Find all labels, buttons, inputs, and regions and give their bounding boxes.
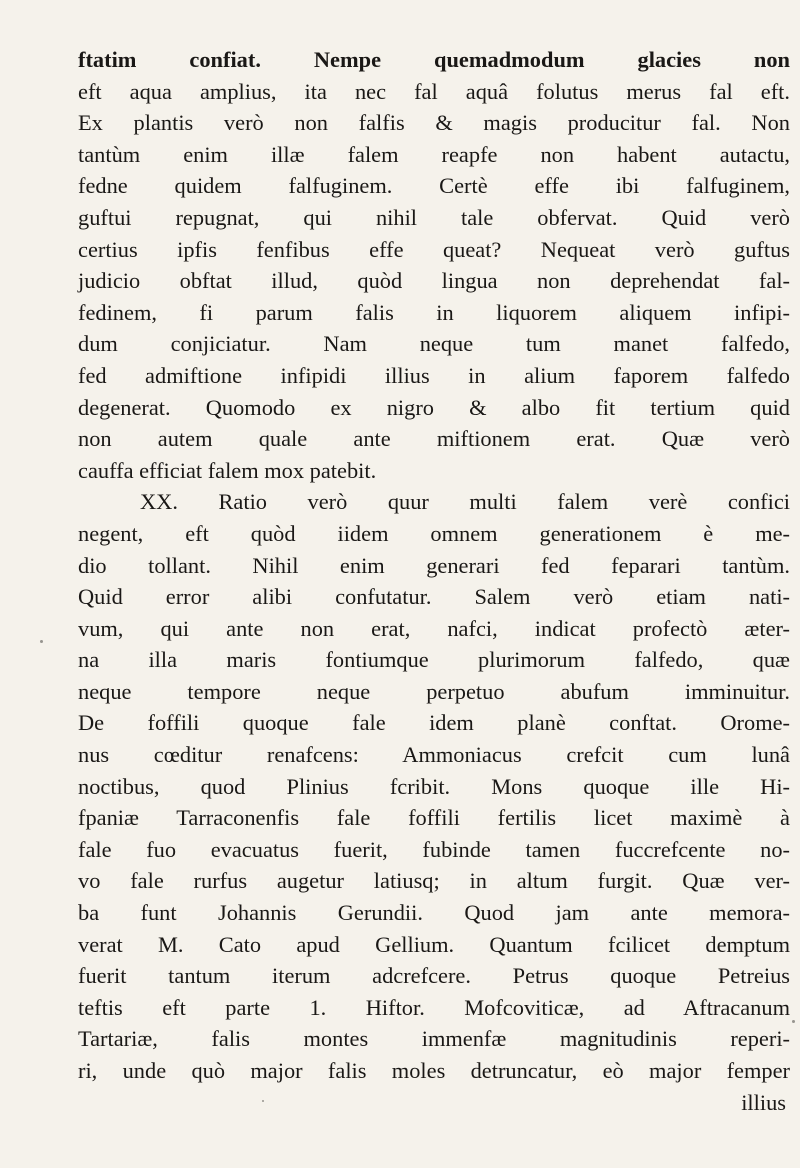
text-line-10: dum conjiciatur. Nam neque tum manet falfedo, <box>78 331 790 357</box>
text-line-24: noctibus, quod Plinius fcribit. Mons quoque ille Hi- <box>78 773 790 799</box>
text-line-27: vo fale rurfus augetur latiusq; in altum furgit. Quæ ver- <box>78 868 790 894</box>
text-line-29: verat M. Cato apud Gellium. Quantum fcilicet demptum <box>78 931 790 957</box>
text-line-8: judicio obftat illud, quòd lingua non deprehendat fal- <box>78 268 790 294</box>
text-line-16: negent, eft quòd iidem omnem generationem è me- <box>78 520 790 546</box>
text-line-19: vum, qui ante non erat, nafci, indicat profectò æter- <box>78 615 790 641</box>
paper-speck <box>792 1020 795 1023</box>
text-line-14: cauffa efficiat falem mox patebit. <box>78 457 377 483</box>
text-line-20: na illa maris fontiumque plurimorum falfedo, quæ <box>78 647 790 673</box>
text-line-17: dio tollant. Nihil enim generari fed feparari tantùm. <box>78 552 790 578</box>
text-line-21: neque tempore neque perpetuo abufum imminuitur. <box>78 678 790 704</box>
text-line-33: ri, unde quò major falis moles detruncatur, eò major femper <box>78 1058 790 1083</box>
text-line-15: XX. Ratio verò quur multi falem verè confici <box>140 489 790 515</box>
paper-speck <box>40 640 43 643</box>
catchword: illius <box>741 1089 786 1115</box>
text-line-25: fpaniæ Tarraconenfis fale foffili fertilis licet maximè à <box>78 805 790 831</box>
text-line-11: fed admiftione infipidi illius in alium faporem falfedo <box>78 362 790 388</box>
text-line-1: ftatim confiat. Nempe quemadmodum glacies non <box>78 47 790 72</box>
text-line-13: non autem quale ante miftionem erat. Quæ verò <box>78 426 790 452</box>
body-text <box>78 44 790 1118</box>
text-line-32: Tartariæ, falis montes immenfæ magnitudinis reperi- <box>78 1026 790 1052</box>
text-line-22: De foffili quoque fale idem planè conftat. Orome- <box>78 710 790 736</box>
text-line-23: nus cœditur renafcens: Ammoniacus crefcit cum lunâ <box>78 742 790 768</box>
text-line-30: fuerit tantum iterum adcrefcere. Petrus quoque Petreius <box>78 963 790 989</box>
paper-speck <box>262 1100 264 1102</box>
text-line-6: guftui repugnat, qui nihil tale obfervat. Quid verò <box>78 204 790 230</box>
text-line-26: fale fuo evacuatus fuerit, fubinde tamen fuccrefcente no- <box>78 836 790 862</box>
text-line-28: ba funt Johannis Gerundii. Quod jam ante memora- <box>78 900 790 926</box>
text-line-31: teftis eft parte 1. Hiftor. Mofcoviticæ, ad Aftracanum <box>78 994 790 1020</box>
text-line-9: fedinem, fi parum falis in liquorem aliquem infipi- <box>78 299 790 325</box>
text-line-12: degenerat. Quomodo ex nigro & albo fit tertium quid <box>78 394 790 420</box>
text-line-2: eft aqua amplius, ita nec fal aquâ folutus merus fal eft. <box>78 78 790 104</box>
text-line-3: Ex plantis verò non falfis & magis producitur fal. Non <box>78 110 790 136</box>
text-line-4: tantùm enim illæ falem reapfe non habent autactu, <box>78 141 790 167</box>
text-line-5: fedne quidem falfuginem. Certè effe ibi falfuginem, <box>78 173 790 199</box>
text-line-7: certius ipfis fenfibus effe queat? Nequeat verò guftus <box>78 236 790 262</box>
text-line-18: Quid error alibi confutatur. Salem verò etiam nati- <box>78 584 790 610</box>
